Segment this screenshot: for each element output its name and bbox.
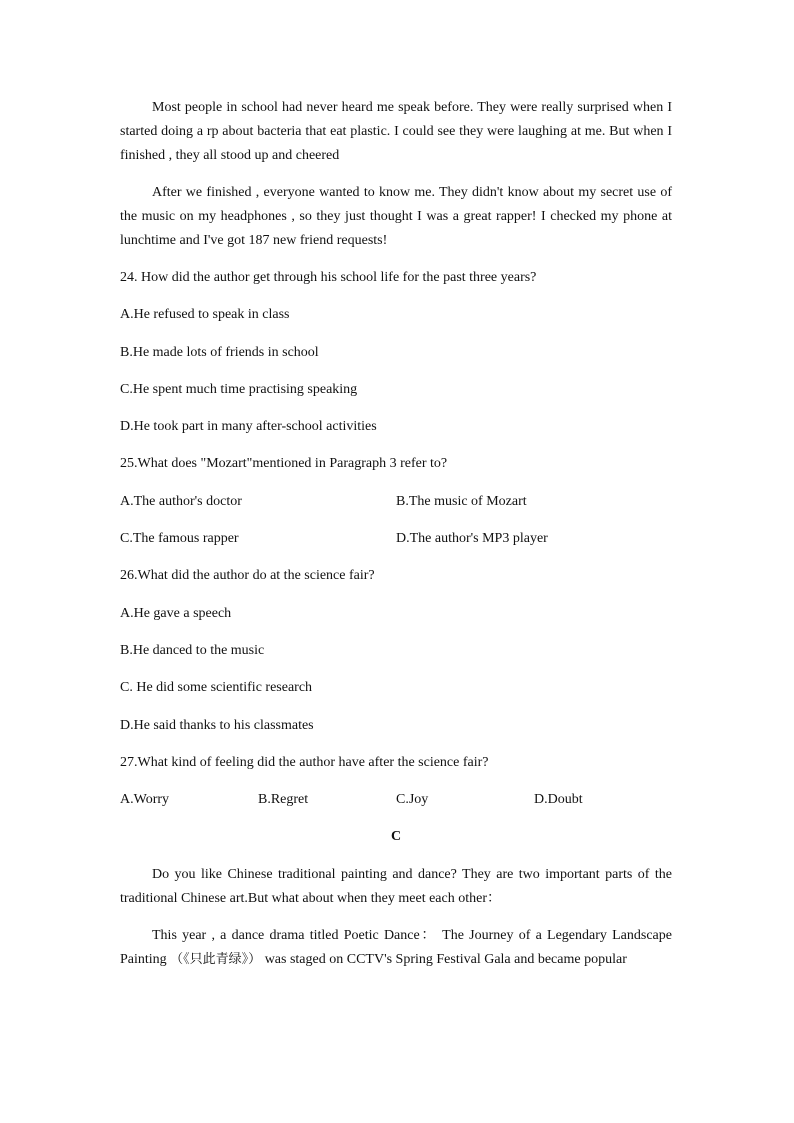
question-24 (120, 266, 672, 452)
question-stem: 26.What did the author do at the science fair? (120, 568, 375, 584)
option-d: D.Doubt (534, 792, 583, 808)
passage-c-paragraph-1: Do you like Chinese traditional painting and dance? They are two important parts of the traditional Chinese art.But what about when they meet each other： (120, 866, 672, 906)
paragraph-text-start: This year , a dance drama titled Poetic Dance： The Journey of a Legendary Landscape Painting (120, 927, 672, 967)
option-b: B.Regret (258, 792, 309, 808)
option-c: C.Joy (396, 792, 429, 808)
option-row (120, 788, 672, 825)
option-c: C. He did some scientific research (120, 680, 313, 696)
option-a: A.The author's doctor (120, 493, 242, 509)
option-d: D.He said thanks to his classmates (120, 717, 314, 733)
section-title: C (390, 829, 402, 845)
option-d: D.The author's MP3 player (396, 531, 548, 547)
option-row (120, 527, 672, 564)
option-b: B.The music of Mozart (396, 493, 527, 509)
question-26 (120, 564, 672, 750)
question-25 (120, 452, 672, 564)
option-a: A.He gave a speech (120, 605, 232, 621)
paragraph-text-end: was staged on CCTV's Spring Festival Gala and became popular (261, 951, 627, 967)
option-d: D.He took part in many after-school activities (120, 419, 377, 435)
passage-c-paragraph-2 (120, 924, 672, 972)
question-stem: 27.What kind of feeling did the author have after the science fair? (120, 754, 489, 770)
option-b: B.He danced to the music (120, 642, 265, 658)
option-b: B.He made lots of friends in school (120, 344, 319, 360)
option-row (120, 490, 672, 527)
question-stem: 24. How did the author get through his school life for the past three years? (120, 270, 537, 285)
option-c: C.The famous rapper (120, 531, 239, 547)
passage-b-paragraph-2: After we finished , everyone wanted to know me. They didn't know about my secret use of the music on my headphones , so they just thought I was a great rapper! I checked my phone at lunchtime and I've got 187 new friend requests! (120, 185, 672, 248)
option-a: A.He refused to speak in class (120, 307, 290, 323)
passage-b-paragraph-1: Most people in school had never heard me speak before. They were really surprised when I started doing a rp about bacteria that eat plastic. I could see they were laughing at me. But when I finished , they all stood up and cheered (120, 100, 672, 163)
question-27 (120, 751, 672, 826)
option-a: A.Worry (120, 792, 170, 808)
question-stem: 25.What does "Mozart"mentioned in Paragraph 3 refer to? (120, 456, 448, 472)
option-c: C.He spent much time practising speaking (120, 381, 358, 397)
document-content (120, 96, 672, 985)
chinese-title: （《只此青绿》） (170, 951, 262, 967)
